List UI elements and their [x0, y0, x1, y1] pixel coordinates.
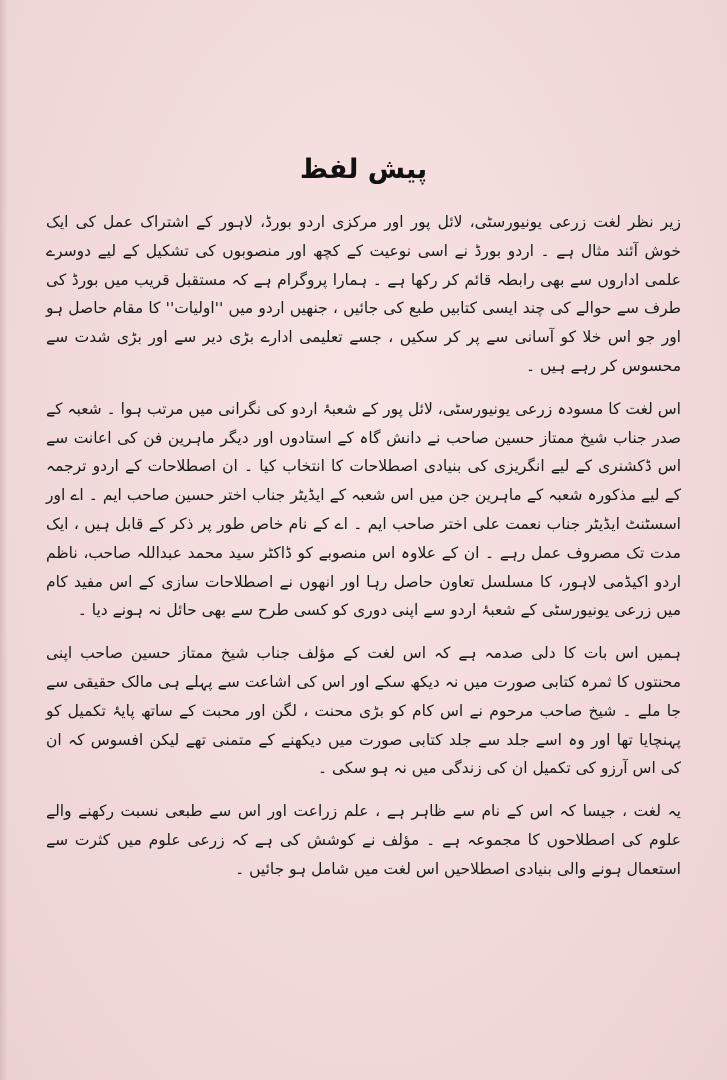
paragraph-3: ہمیں اس بات کا دلی صدمہ ہے کہ اس لغت کے مؤلف جناب شیخ ممتاز حسین صاحب اپنی محنتوں کا ثمرہ کتابی صورت میں نہ دیکھ سکے اور اس کی اشاعت سے پہلے ہی مالک حقیقی سے جا ملے ۔ شیخ صاحب مرحوم نے اس کام کو بڑی محنت ، لگن اور محبت کے ساتھ پایۂ تکمیل کو پہنچایا تھا اور وہ اسے جلد سے جلد کتابی صورت میں دیکھنے کے متمنی تھے لیکن افسوس کہ ان کی اس آرزو کی تکمیل ان کی زندگی میں نہ ہو سکی ۔ [46, 644, 681, 778]
paragraph-2: اس لغت کا مسودہ زرعی یونیورسٹی، لائل پور کے شعبۂ اردو کی نگرانی میں مرتب ہوا ۔ شعبہ کے صدر جناب شیخ ممتاز حسین صاحب نے دانش گاہ کے استادوں اور دیگر ماہرین فن کی اعانت سے اس ڈکشنری کے لیے انگریزی کی بنیادی اصطلاحات کا انتخاب کیا ۔ ان اصطلاحات کے اردو ترجمہ کے لیے مذکورہ شعبہ کے ماہرین جن میں اس شعبہ کے ایڈیٹر جناب اختر حسین صاحب ایم ۔ اے اور اسسٹنٹ ایڈیٹر جناب نعمت علی اختر صاحب ایم ۔ اے کے نام خاص طور پر ذکر کے قابل ہیں ، ایک مدت تک مصروف عمل رہے ۔ ان کے علاوہ اس منصوبے کو ڈاکٹر سید محمد عبداللہ صاحب، ناظم اردو اکیڈمی لاہور، کا مسلسل تعاون حاصل رہا اور انھوں نے اصطلاحات سازی کے اس مفید کام میں زرعی یونیورسٹی کے شعبۂ اردو سے اپنی دوری کو کسی طرح سے بھی حائل نہ ہونے دیا ۔ [46, 399, 681, 620]
page-title: پیش لفظ [299, 154, 428, 185]
page-edge-shadow [0, 0, 8, 1080]
paragraph-4: یہ لغت ، جیسا کہ اس کے نام سے ظاہر ہے ، علم زراعت اور اس سے طبعی نسبت رکھنے والے علوم کی اصطلاحوں کا مجموعہ ہے ۔ مؤلف نے کوشش کی ہے کہ زرعی علوم میں کثرت سے استعمال ہونے والی بنیادی اصطلاحیں اس لغت میں شامل ہو جائیں ۔ [46, 802, 681, 878]
paragraph-1: زیر نظر لغت زرعی یونیورسٹی، لائل پور اور مرکزی اردو بورڈ، لاہور کے اشتراک عمل کی ایک خوش آئند مثال ہے ۔ اردو بورڈ نے اسی نوعیت کے کچھ اور منصوبوں کی تشکیل کے لیے دوسرے علمی اداروں سے بھی رابطہ قائم کر رکھا ہے ۔ ہمارا پروگرام ہے کہ مستقبل قریب میں بورڈ کی طرف سے حوالے کی چند ایسی کتابیں طبع کی جائیں ، جنھیں اردو میں ''اولیات'' کا مقام حاصل ہو اور جو اس خلا کو آسانی سے پر کر سکیں ، جسے تعلیمی ادارے بڑی دیر سے اور بڑی شدت سے محسوس کر رہے ہیں ۔ [46, 213, 681, 375]
